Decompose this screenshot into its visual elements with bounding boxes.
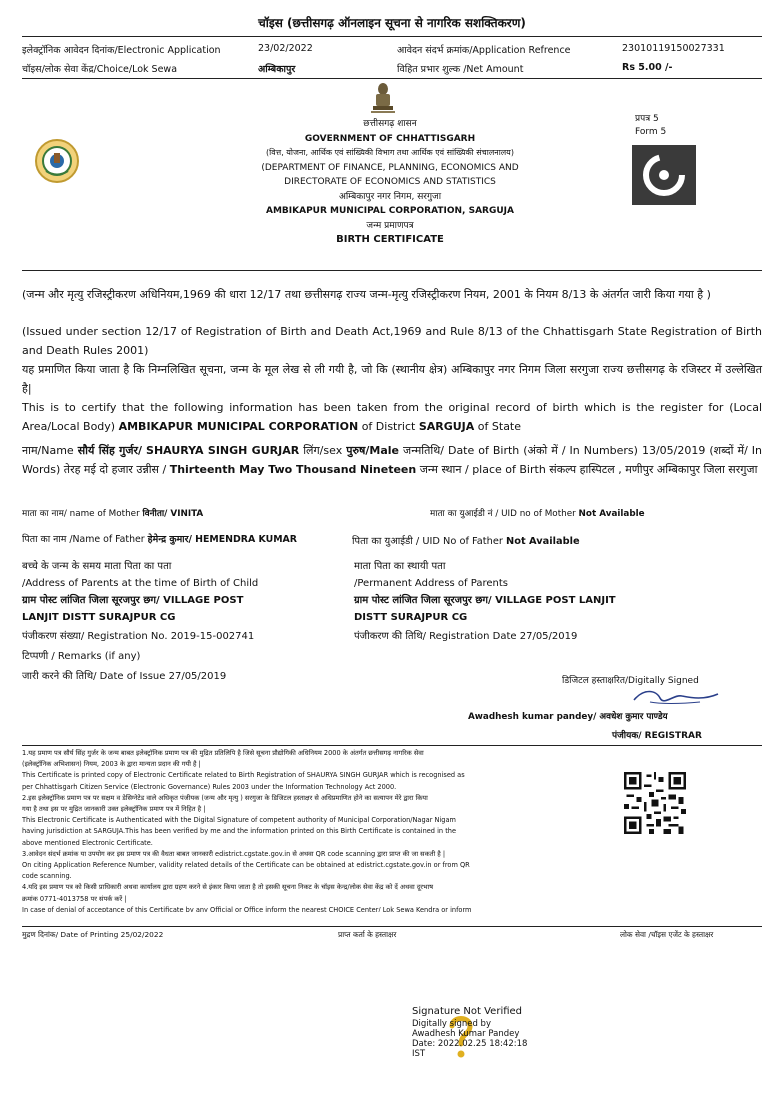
fine-line: गया है तथा इस पर मुद्रित जानकारी उक्त इलेक्ट्रॉनिक प्रमाण पत्र में निहित है | (22, 805, 206, 814)
issue-date-value: 27/05/2019 (168, 671, 227, 682)
digitally-signed-label: डिजिटल हस्ताक्षरित/Digitally Signed (562, 676, 699, 686)
permanent-address-block (354, 558, 616, 626)
birth-address-line2: LANJIT DISTT SURAJPUR CG (22, 612, 176, 623)
choice-logo-icon (632, 145, 696, 205)
district: SARGUJA (418, 420, 475, 433)
title-divider (22, 270, 762, 271)
permanent-address-en: /Permanent Address of Parents (354, 578, 508, 589)
signature-line: IST (412, 1049, 426, 1059)
sex-value: पुरुष/Male (346, 444, 400, 457)
application-ref-value: 23010119150027331 (622, 43, 725, 54)
print-date: मुद्रण दिनांक/ Date of Printing 25/02/2022 (22, 930, 164, 939)
registrar-name: Awadhesh kumar pandey/ अवधेश कुमार पाण्डेय (468, 712, 668, 722)
registration-no-row (22, 628, 254, 642)
issue-date-row (22, 668, 226, 682)
mother-uid-row (430, 507, 645, 519)
dob-words-hindi: तेरह मई दो हजार उन्नीस / (63, 463, 167, 476)
application-date-label: इलेक्ट्रॉनिक आवेदन दिनांक/Electronic Application (22, 45, 221, 56)
form-number-en: Form 5 (635, 127, 667, 137)
certify-hindi: यह प्रमाणित किया जाता है कि निम्नलिखित सूचना, जन्म के मूल लेख से ली गयी है, जो कि (स्थानीय क्षेत्र) अम्बिकापुर नगर निगम जिला सरगुजा राज्य छत्तीसगढ़ के रजिस्टर में उल्लेखित है| (22, 363, 762, 395)
fine-line: 3.आवेदन संदर्भ क्रमांक या उपयोग कर इस प्रमाण पत्र की वैधता बाबत जानकारी edistrict.cgstate.gov.in से अथवा QR code scanning द्वारा प्राप्त की जा सकती है | (22, 849, 446, 858)
fine-line: having jurisdiction at SARGUJA.This has been verified by me and the information printed on this Birth Certificate is contained in the (22, 827, 457, 836)
fine-line: above mentioned Electronic Certificate. (22, 838, 153, 847)
father-label: पिता का नाम /Name of Father (22, 534, 145, 545)
issued-under-hindi: (जन्म और मृत्यु रजिस्ट्रीकरण अधिनियम,1969 की धारा 12/17 तथा छत्तीसगढ़ राज्य जन्म-मृत्यु रजिस्ट्रीकरण नियम, 2001 के नियम 8/13 के अंतर्गत जारी किया गया है ) (22, 288, 711, 301)
remarks-label: टिप्पणी / Remarks (if any) (22, 651, 141, 662)
child-name-english: SHAURYA SINGH GURJAR (146, 444, 300, 457)
department-hindi: (वित्त, योजना, आर्थिक एवं सांख्यिकी विभाग तथा आर्थिक एवं सांख्यिकी संचालनालय) (266, 148, 514, 157)
permanent-address-hi: माता पिता का स्थायी पता (354, 561, 446, 572)
pob-value: संकल्प हास्पिटल , मणीपुर अम्बिकापुर जिला सरगुजा (549, 463, 758, 476)
fine-line: (इलेक्ट्रॉनिक अभिशासन) नियम, 2003 के द्वारा मान्यता प्रदान की गयी है | (22, 760, 201, 769)
application-ref-label: आवेदन संदर्भ क्रमांक/Application Refrence (397, 45, 571, 56)
father-uid-row (352, 534, 580, 547)
form-number-hi: प्रपत्र 5 (635, 114, 659, 124)
chhattisgarh-seal-icon (34, 138, 80, 184)
dob-words-label: (शब्दों में/ In Words) (22, 444, 762, 476)
signature-line: Date: 2022.02.25 18:42:18 (412, 1039, 528, 1049)
issue-date-label: जारी करने की तिथि/ Date of Issue (22, 671, 166, 682)
fine-print (22, 748, 592, 912)
permanent-address-line1: ग्राम पोस्ट लांजित जिला सूरजपुर छग/ VILLAGE POST LANJIT (354, 595, 616, 606)
signature-scribble-icon (630, 686, 722, 708)
mother-name-row (22, 507, 203, 519)
fine-line: This Certificate is printed copy of Electronic Certificate related to Birth Registration of SHAURYA SINGH GURJAR which is recognised as (22, 771, 465, 780)
fine-line: क्रमांक 0771-4013758 पर संपर्क करें | (22, 894, 127, 903)
registration-date-label: पंजीकरण की तिथि/ Registration Date (354, 631, 517, 642)
government-block (200, 117, 580, 248)
receiver-signature-label: प्राप्त कर्ता के हस्ताक्षर (338, 930, 397, 939)
signature-line: Digitally signed by (412, 1019, 491, 1029)
child-name-hindi: सौर्य सिंह गुर्जर/ (77, 444, 143, 457)
net-amount-label: विहित प्रभार शुल्क /Net Amount (397, 64, 524, 75)
notes-top-divider (22, 745, 762, 746)
registration-date-row (354, 628, 577, 642)
state-english: GOVERNMENT OF CHHATTISGARH (304, 133, 476, 144)
footer-divider (22, 926, 762, 927)
certify-english: This is to certify that the following information has been taken from the original record of birth which is the register for (Local Area/Local Body) AMBIKAPUR MUNICIPAL CORPORATION of District SARGUJA of State (22, 401, 762, 433)
issued-under-english: (Issued under section 12/17 of Registration of Birth and Death Act,1969 and Rule 8/13 of the Chhattisgarh State Registration of Birth and Death Rules 2001) (22, 325, 762, 357)
mother-label: माता का नाम/ name of Mother (22, 509, 140, 519)
choice-title: चॉइस (छत्तीसगढ़ ऑनलाइन सूचना से नागरिक सशक्तिकरण) (258, 16, 526, 30)
fine-line: In case of denial of acceptance of this Certificate by any Official or Office inform the nearest CHOICE Center/ Lok Sewa Kendra or inform (22, 905, 472, 912)
signature-line: Awadhesh Kumar Pandey (412, 1029, 520, 1039)
fine-line: 1.यह प्रमाण पत्र सौर्य सिंह गुर्जर के जन्म बाबत इलेक्ट्रॉनिक प्रमाण पत्र की मुद्रित प्रतिलिपि है जिसे सूचना प्रौद्योगिकी अधिनियम 2000 के अंतर्गत छत्तीसगढ़ नागरिक सेवा (22, 749, 424, 757)
fine-line: code scanning. (22, 872, 72, 881)
fine-line: 4.यदि इस प्रमाण पत्र को किसी प्राधिकारी अथवा कार्यालय द्वारा ग्रहण करने से इंकार किया जाता है तो इसकी सूचना निकट के चॉइस केन्द्र/लोक सेवा केंद्र को दें अथवा दूरभाष (22, 883, 434, 892)
registration-date-value: 27/05/2019 (519, 631, 578, 642)
father-name-row (22, 532, 297, 545)
name-label: नाम/Name (22, 444, 74, 457)
mother-uid-label: माता का युआईडी नं / UID no of Mother (430, 509, 576, 519)
registration-no-label: पंजीकरण संख्या/ Registration No. (22, 631, 168, 642)
header-divider (22, 36, 762, 37)
father-value: हेमेन्द्र कुमार/ HEMENDRA KUMAR (147, 534, 298, 545)
certificate-title-english: BIRTH CERTIFICATE (336, 234, 444, 245)
signature-status-block (412, 1007, 552, 1059)
agent-signature-label: लोक सेवा /चॉइस एजेंट के हस्ताक्षर (620, 930, 714, 939)
qr-code-icon (624, 772, 686, 834)
dob-label: जन्मतिथि/ Date of Birth (अंको में / In Numbers) (403, 444, 638, 457)
sex-label: लिंग/sex (303, 444, 343, 457)
birth-address-line1: ग्राम पोस्ट लांजित जिला सूरजपुर छग/ VILLAGE POST (22, 595, 244, 606)
registration-no-value: 2019-15-002741 (170, 631, 255, 642)
certificate-title-hindi: जन्म प्रमाणपत्र (366, 220, 414, 231)
corporation-english: AMBIKAPUR MUNICIPAL CORPORATION, SARGUJA (266, 206, 514, 216)
father-uid-label: पिता का युआईडी / UID No of Father (352, 536, 503, 547)
net-amount-value: Rs 5.00 /- (622, 62, 673, 73)
local-body: AMBIKAPUR MUNICIPAL CORPORATION (118, 420, 359, 433)
registrar-role: पंजीयक/ REGISTRAR (612, 731, 702, 741)
application-date-value: 23/02/2022 (258, 43, 313, 54)
department-english-1: (DEPARTMENT OF FINANCE, PLANNING, ECONOMICS AND (261, 162, 519, 173)
father-uid-value: Not Available (506, 536, 580, 547)
state-hindi: छत्तीसगढ़ शासन (363, 119, 417, 129)
choice-center-label: चॉइस/लोक सेवा केंद्र/Choice/Lok Sewa (22, 64, 178, 75)
permanent-address-line2: DISTT SURAJPUR CG (354, 612, 468, 623)
signature-status: Signature Not Verified (412, 1006, 523, 1017)
dob-number: 13/05/2019 (641, 444, 706, 457)
mother-uid-value: Not Available (578, 509, 645, 519)
mother-value: विनीता/ VINITA (142, 509, 204, 519)
meta-divider (22, 78, 762, 79)
dob-words-english-2: Nineteen (359, 463, 417, 476)
fine-line: This Electronic Certificate is Authenticated with the Digital Signature of competent authority of Municipal Corporation/Nagar Nigam (22, 816, 456, 825)
birth-address-en: /Address of Parents at the time of Birth of Child (22, 578, 259, 589)
dob-words-english-1: Thirteenth May Two Thousand (169, 463, 357, 476)
birth-address-block (22, 558, 258, 626)
birth-address-hi: बच्चे के जन्म के समय माता पिता का पता (22, 561, 172, 572)
choice-center-value: अम्बिकापुर (258, 64, 296, 75)
ashoka-emblem-icon (366, 80, 400, 116)
fine-line: 2.इस इलेक्ट्रॉनिक प्रमाण पत्र पर सक्षम व डेसिग्नेटेड वाले अधिकृत पंजीयक (जन्म और मृत्यु ) सरगुजा के डिजिटल हस्ताक्षर से अधिप्रमाणित होने का सत्यापन मेरे द्वारा किया (22, 793, 428, 802)
pob-label: जन्म स्थान / place of Birth (419, 463, 546, 476)
corporation-hindi: अम्बिकापुर नगर निगम, सरगुजा (338, 191, 442, 202)
fine-line: On citing Application Reference Number, validity related details of the Certificate can be obtained at edistrict.cgstate.gov.in or from QR (22, 861, 470, 870)
department-english-2: DIRECTORATE OF ECONOMICS AND STATISTICS (284, 177, 496, 187)
fine-line: per Chhattisgarh Citizen Service (Electronic Governance) Rules 2003 under the Information Technology Act 2000. (22, 782, 397, 791)
child-details (22, 441, 762, 479)
